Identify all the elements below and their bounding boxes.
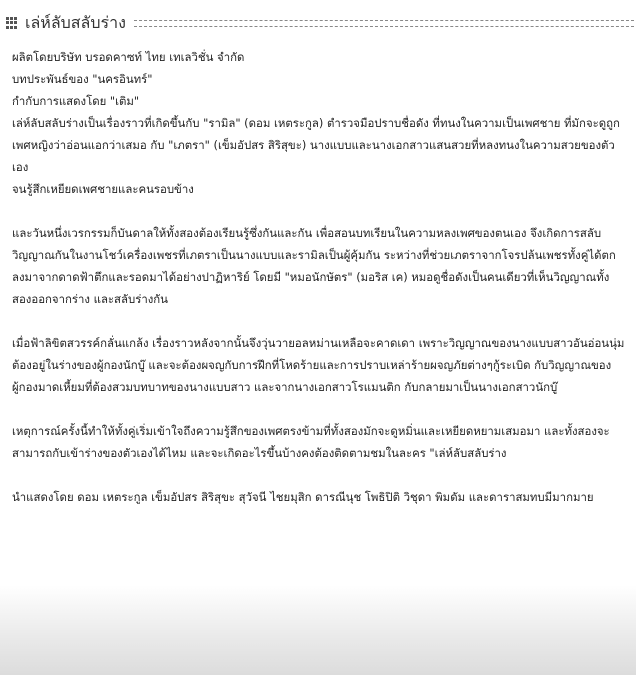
text-line: สามารถกับเข้าร่างของตัวเองได้ไหม และจะเกิดอะไรขึ้นบ้างคงต้องติดตามชมในละคร "เล่ห์ลับสลับร่าง (12, 446, 507, 460)
text-line: กำกับการแสดงโดย "เติม" (12, 94, 140, 108)
text-line: เพศหญิงว่าอ่อนแอกว่าเสมอ กับ "เภตรา" (เข็มอัปสร สิริสุขะ) นางแบบและนางเอกสาวแสนสวยที่หลงทนงในความสวยของตัวเอง (12, 138, 615, 174)
text-line: จนรู้สึกเหยียดเพศชายและคนรอบข้าง (12, 182, 194, 196)
header-divider (134, 20, 634, 27)
article-body (12, 46, 626, 508)
text-line: ต้องอยู่ในร่างของผู้กองนักบู๊ และจะต้องผจญกับการฝึกที่โหดร้ายและการปราบเหล่าร้ายผจญภัยต่างๆกู้ระเบิด กับวิญญาณของ (12, 358, 612, 372)
text-line: ผลิตโดยบริษัท บรอดคาซท์ ไทย เทเลวิชั่น จำกัด (12, 50, 245, 64)
text-line: ลงมาจากดาดฟ้าตึกและรอดมาได้อย่างปาฏิหาริย์ โดยมี "หมอนักษัตร" (มอริส เค) หมอดูชื่อดังเป็นคนเดียวที่เห็นวิญญาณทั้ง (12, 270, 610, 284)
text-line: และวันหนึ่งเวรกรรมก็บันดาลให้ทั้งสองต้องเรียนรู้ซึ่งกันและกัน เพื่อสอนบทเรียนในความหลงเพศของตนเอง จึงเกิดการสลับ (12, 226, 602, 240)
text-line: นำแสดงโดย ดอม เหตระกูล เข็มอัปสร สิริสุขะ สุวัจนี ไชยมุสิก ดารณีนุช โพธิปิติ วิชุดา พิมดัม และดาราสมทบมีมากมาย (12, 490, 594, 504)
text-line: วิญญาณกันในงานโชว์เครื่องเพชรที่เภตราเป็นนางแบบและรามิลเป็นผู้คุ้มกัน ระหว่างที่ช่วยเภตราจากโจรปล้นเพชรทั้งคู่ได้ตก (12, 248, 616, 262)
text-line: เล่ห์ลับสลับร่างเป็นเรื่องราวที่เกิดขึ้นกับ "รามิล" (ดอม เหตระกูล) ตำรวจมือปราบชื่อดัง ที่ทนงในความเป็นเพศชาย ที่มักจะดูถูก (12, 116, 620, 130)
text-line: บทประพันธ์ของ "นครอินทร์" (12, 72, 153, 86)
page-title: เล่ห์ลับสลับร่าง (25, 12, 126, 32)
text-line: เหตุการณ์ครั้งนี้ทำให้ทั้งคู่เริ่มเข้าใจถึงความรู้สึกของเพศตรงข้ามที่ทั้งสองมักจะดูหมิ่นและเหยียดหยามเสมอมา และทั้งสองจะ (12, 424, 610, 438)
section-header (4, 10, 634, 36)
text-line: สองออกจากร่าง และสลับร่างกัน (12, 292, 168, 306)
text-line: ผู้กองมาดเหี้ยมที่ต้องสวมบทบาทของนางแบบสาว และจากนางเอกสาวโรแมนติก กับกลายมาเป็นนางเอกสาวนักบู๊ (12, 380, 558, 394)
grid-icon (6, 17, 18, 29)
bottom-fade-overlay (0, 585, 636, 675)
text-line: เมื่อฟ้าลิขิตสวรรค์กลั่นแกล้ง เรื่องราวหลังจากนั้นจึงวุ่นวายอลหม่านเหลือจะคาดเดา เพราะวิญญาณของนางแบบสาวอันอ่อนนุ่ม (12, 336, 625, 350)
